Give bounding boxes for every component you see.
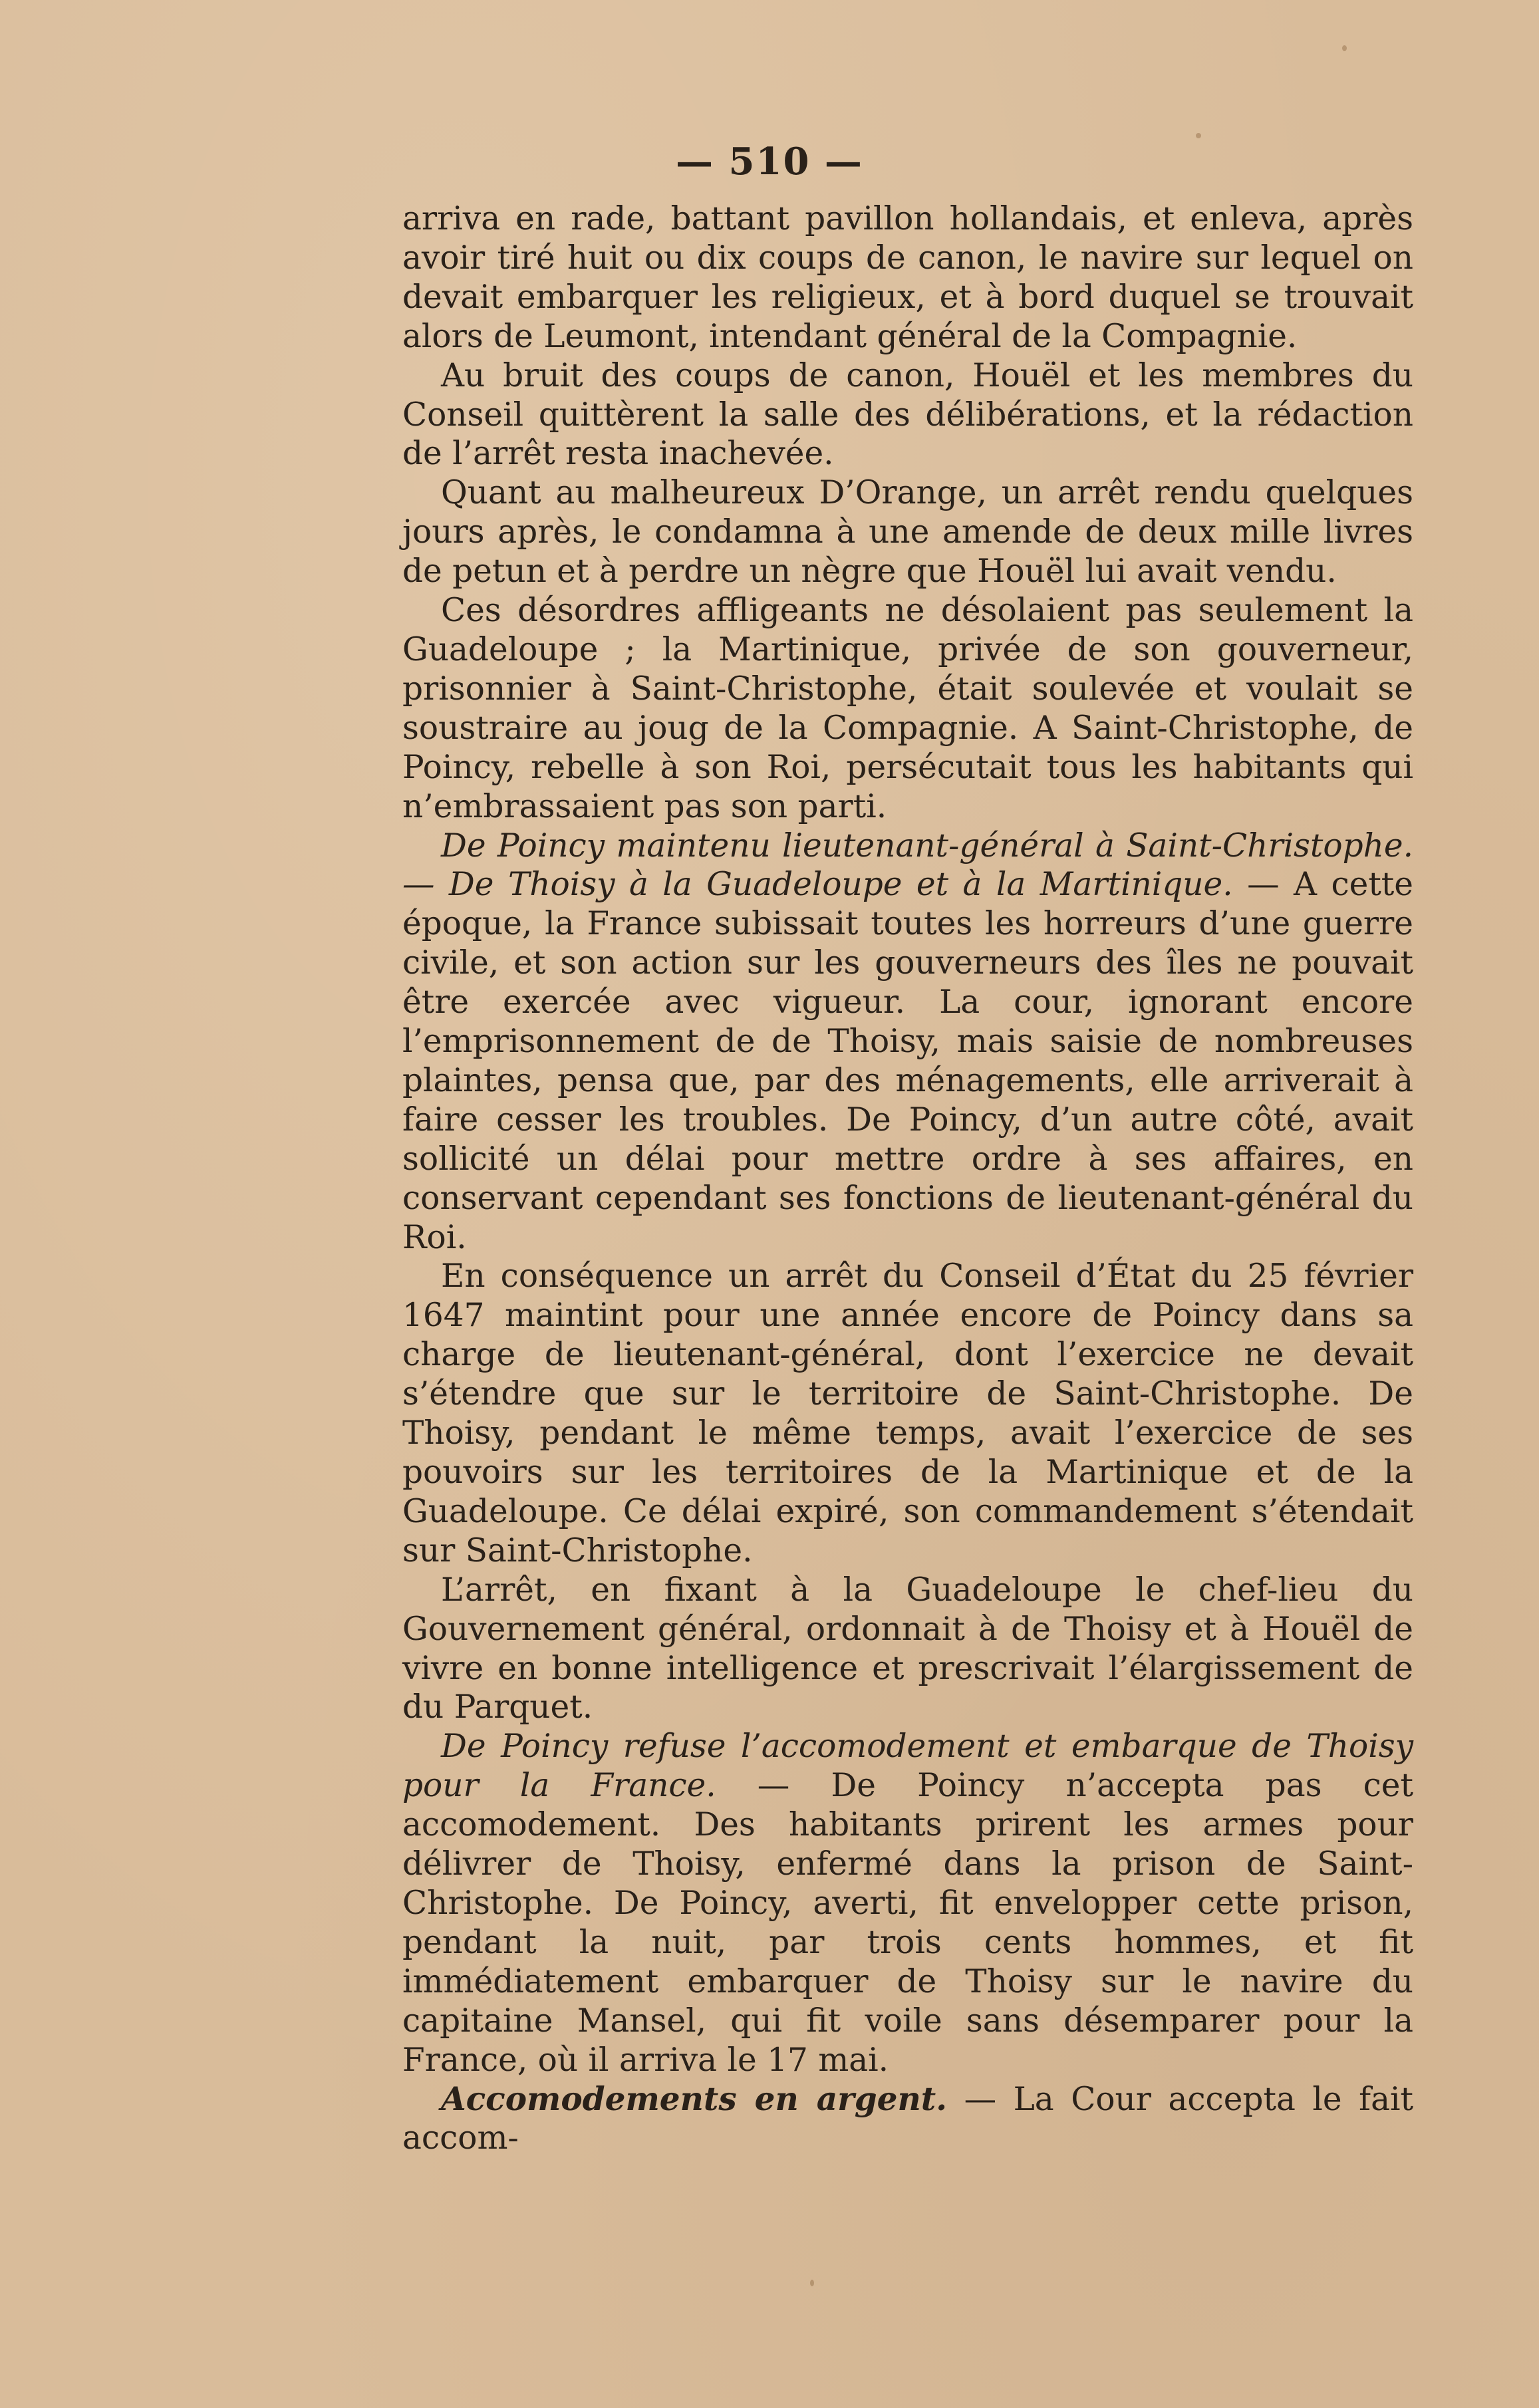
- paragraph: [402, 2080, 1413, 2159]
- body-text: [402, 200, 1413, 2158]
- paragraph: [402, 1727, 1413, 2079]
- page-number: — 510 —: [676, 140, 863, 184]
- section-heading: De Poincy maintenu lieutenant-général à Saint-Christophe. — De Thoisy à la Guadeloupe et à la Martinique.: [402, 827, 1413, 904]
- paragraph: [402, 356, 1413, 474]
- paragraph-text: — La Cour accepta le fait accom-: [402, 2080, 1414, 2157]
- ink-spot: [810, 2280, 814, 2286]
- paragraph-text: Ces désordres affligeants ne désolaient pas seulement la Guadeloupe ; la Martinique, privée de son gouverneur, prisonnier à Saint-Christophe, était soulevée et voulait se soustraire au joug de la Compagnie. A Saint-Christophe, de Poincy, rebelle à son Roi, persécutait tous les habitants qui n’embrassaient pas son parti.: [402, 592, 1413, 825]
- ink-spot: [1342, 45, 1347, 51]
- paragraph-text: Quant au malheureux D’Orange, un arrêt rendu quelques jours après, le condamna à une amende de deux mille livres de petun et à perdre un nègre que Houël lui avait vendu.: [402, 474, 1413, 591]
- paragraph: [402, 1571, 1413, 1728]
- paragraph-text: — A cette époque, la France subissait toutes les horreurs d’une guerre civile, et son action sur les gouverneurs des îles ne pouvait être exercée avec vigueur. La cour, ignorant encore l’emprisonnement de de Thoisy, mais saisie de nombreuses plaintes, pensa que, par des ménagements, elle arriverait à faire cesser les troubles. De Poincy, d’un autre côté, avait sollicité un délai pour mettre ordre à ses affaires, en conservant cependant ses fonctions de lieutenant-général du Roi.: [402, 866, 1414, 1256]
- paragraph-text: L’arrêt, en fixant à la Guadeloupe le chef-lieu du Gouvernement général, ordonnait à de Thoisy et à Houël de vivre en bonne intelligence et prescrivait l’élargissement de du Parquet.: [402, 1571, 1413, 1726]
- paragraph-text: En conséquence un arrêt du Conseil d’État du 25 février 1647 maintint pour une année encore de Poincy dans sa charge de lieutenant-général, dont l’exercice ne devait s’étendre que sur le territoire de Saint-Christophe. De Thoisy, pendant le même temps, avait l’exercice de ses pouvoirs sur les territoires de la Martinique et de la Guadeloupe. Ce délai expiré, son commandement s’étendait sur Saint-Christophe.: [402, 1258, 1413, 1569]
- paragraph: [402, 1257, 1413, 1570]
- section-heading: Accomodements en argent.: [441, 2079, 948, 2118]
- paragraph: [402, 591, 1413, 826]
- paragraph-text: Au bruit des coups de canon, Houël et les membres du Conseil quittèrent la salle des délibérations, et la rédaction de l’arrêt resta inachevée.: [402, 356, 1413, 473]
- paragraph: [402, 827, 1413, 1258]
- paragraph: [402, 473, 1413, 591]
- paragraph: [402, 200, 1413, 356]
- paragraph-text: arriva en rade, battant pavillon hollandais, et enleva, après avoir tiré huit ou dix coups de canon, le navire sur lequel on devait embarquer les religieux, et à bord duquel se trouvait alors de Leumont, intendant général de la Compagnie.: [402, 200, 1413, 355]
- paragraph-text: — De Poincy n’accepta pas cet accomodement. Des habitants prirent les armes pour délivrer de Thoisy, enfermé dans la prison de Saint-Christophe. De Poincy, averti, fit envelopper cette prison, pendant la nuit, par trois cents hommes, et fit immédiatement embarquer de Thoisy sur le navire du capitaine Mansel, qui fit voile sans désemparer pour la France, où il arriva le 17 mai.: [402, 1767, 1413, 2079]
- section-heading: De Poincy refuse l’accomodement et embarque de Thoisy pour la France.: [402, 1728, 1413, 1805]
- ink-spot: [1196, 133, 1201, 138]
